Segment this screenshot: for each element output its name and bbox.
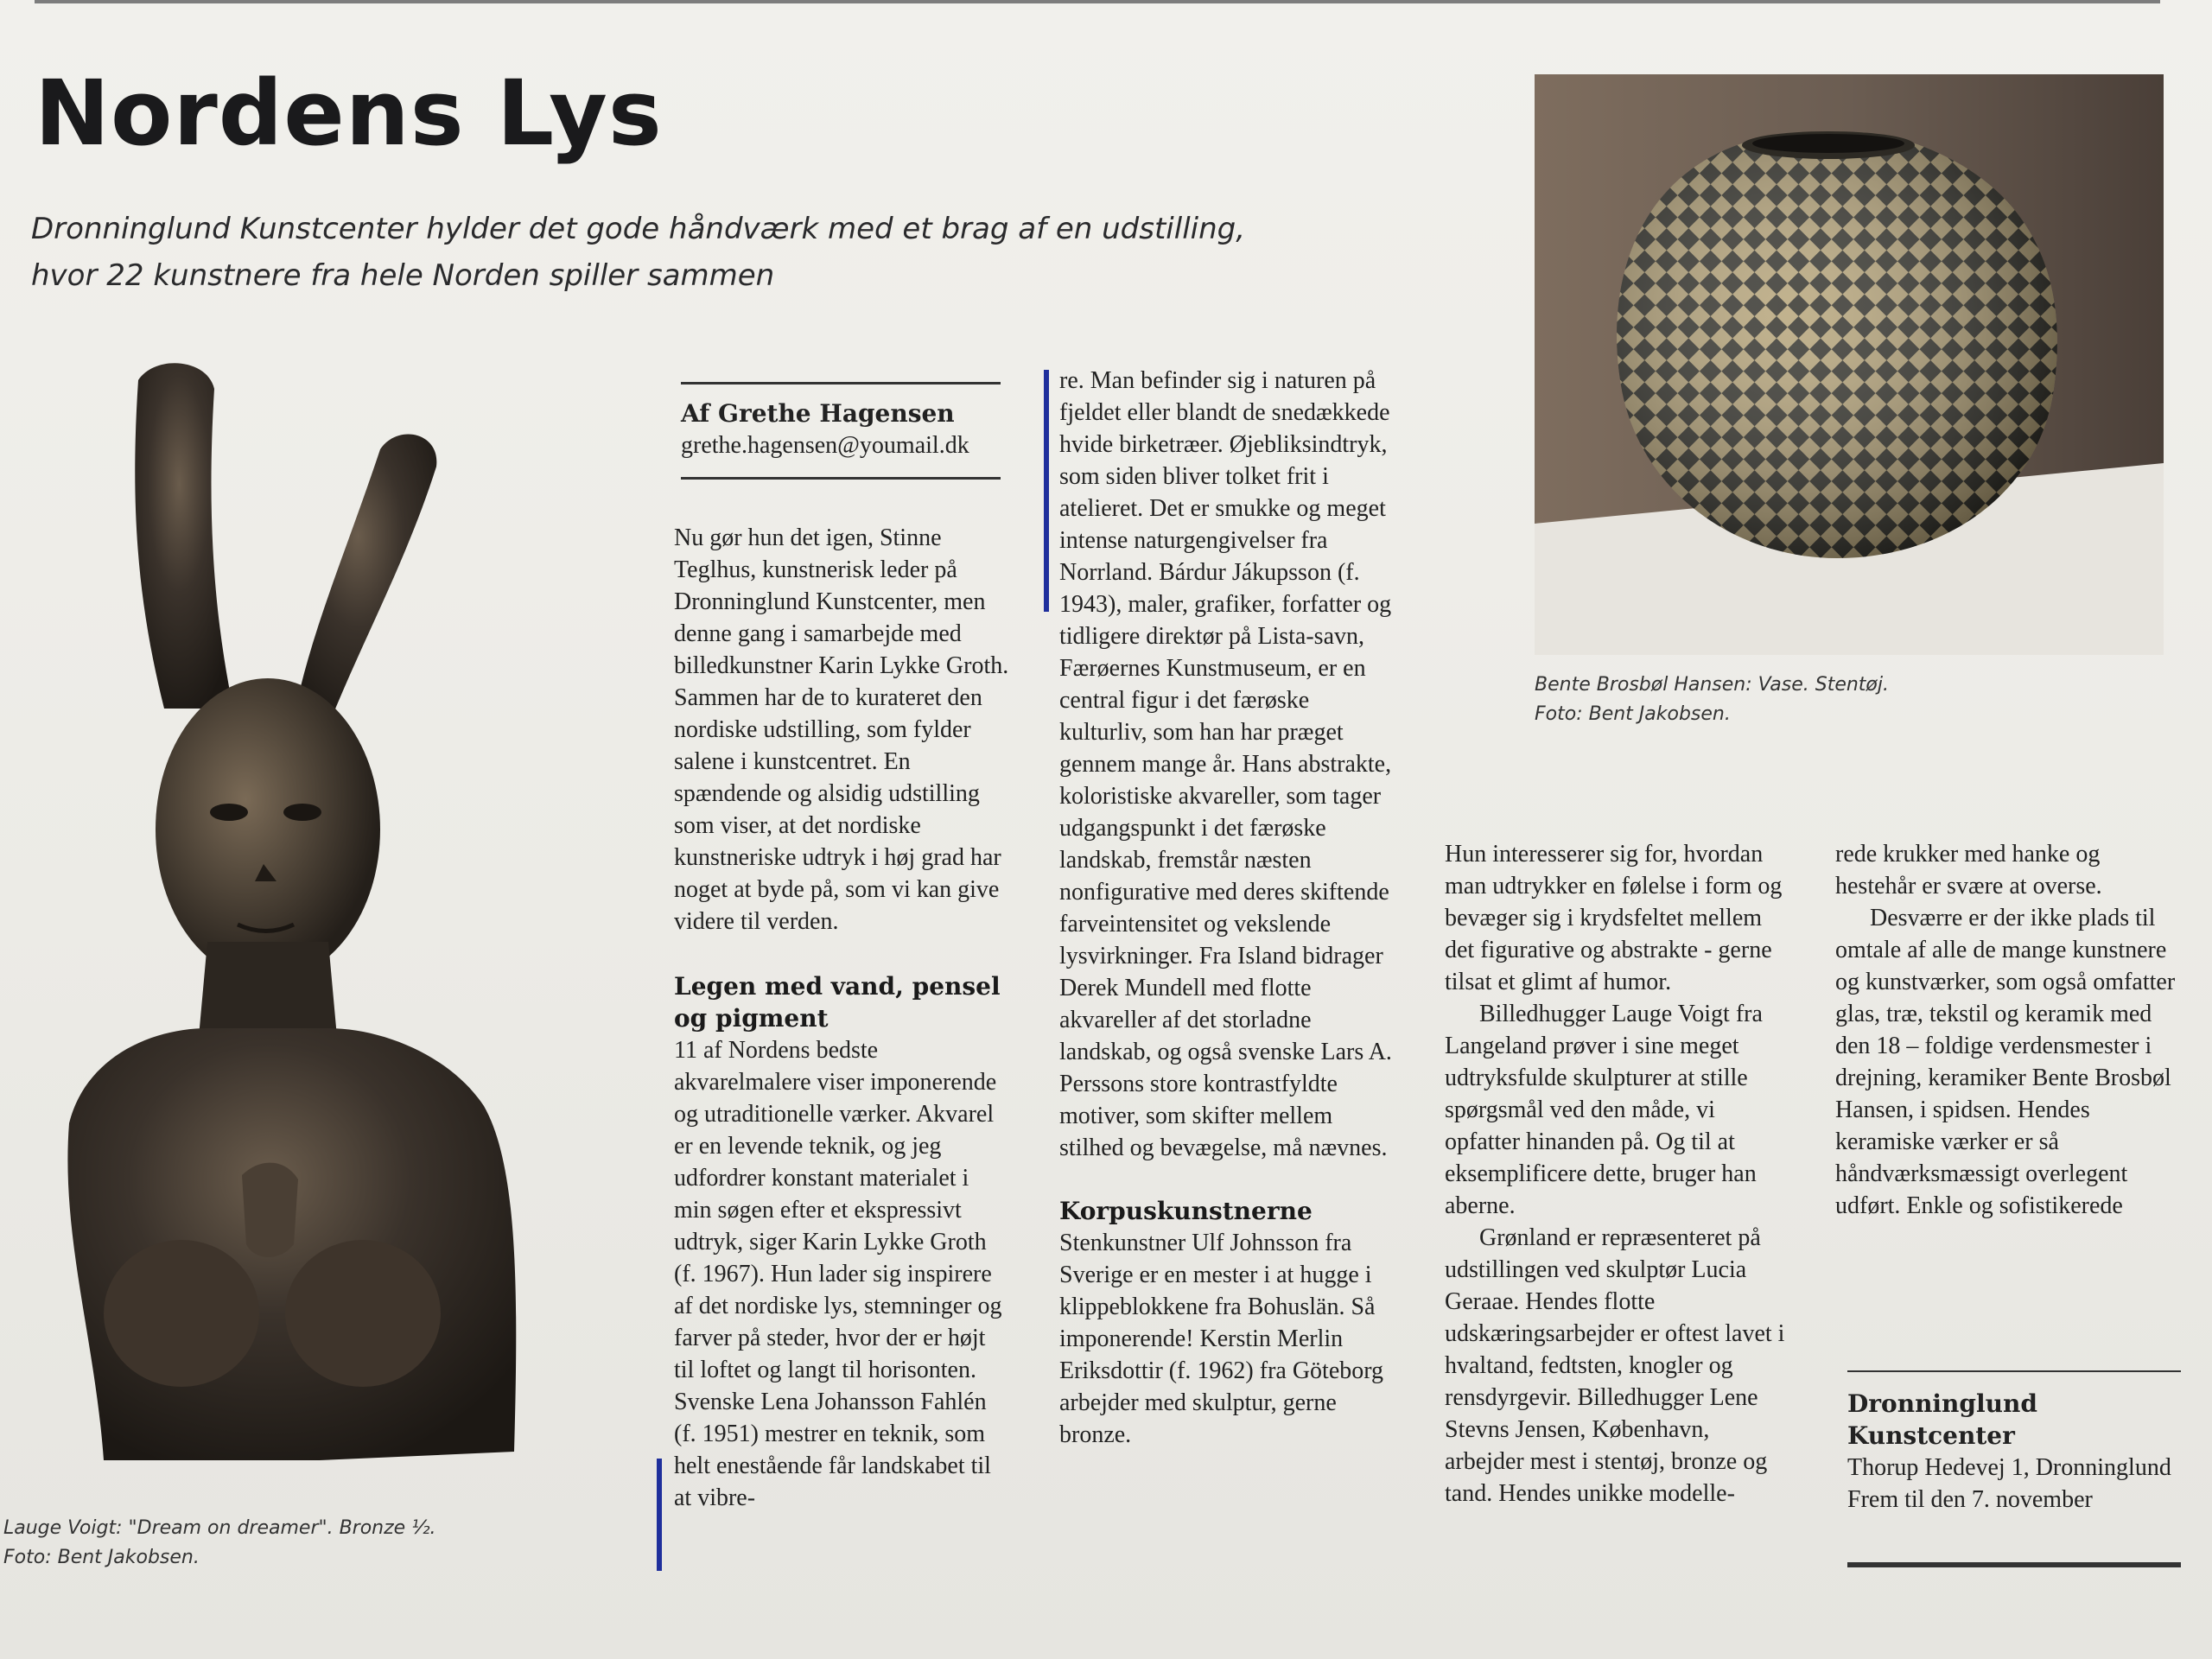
infobox-venue: Dronninglund Kunstcenter <box>1847 1389 2037 1450</box>
vase-photo <box>1535 74 2164 655</box>
infobox-rule-bottom <box>1847 1562 2181 1567</box>
subheading-sculptors: Korpuskunstnerne <box>1059 1197 1313 1225</box>
article-column-2 <box>1059 365 1392 1451</box>
article-column-3 <box>1445 838 1795 1510</box>
sculpture-caption-title: Lauge Voigt: "Dream on dreamer". Bronze ½. <box>3 1517 436 1539</box>
vase-caption-title: Bente Brosbøl Hansen: Vase. Stentøj. <box>1535 674 1889 696</box>
article-column-1 <box>674 522 1011 1514</box>
sculptors-paragraph: Stenkunstner Ulf Johnsson fra Sverige er en mester i at hugge i klippeblokkene fra Bohuslän. Så imponerende! Kerstin Merlin Eriksdottir (f. 1962) fra Göteborg arbejder med skulptur, gerne bronze. <box>1059 1230 1384 1448</box>
intro-paragraph: Nu gør hun det igen, Stinne Teglhus, kunstnerisk leder på Dronninglund Kunstcenter, men denne gang i samarbejde med billedkunstner Karin Lykke Groth. Sammen har de to kurateret den nordiske udstilling, som fylder salene i kunstcentret. En spændende og alsidig udstilling som viser, at det nordiske kunstneriske udtryk i høj grad har noget at byde på, som vi kan give videre til verden. <box>674 524 1009 935</box>
headline: Nordens Lys <box>35 60 663 166</box>
form-paragraph: Hun interesserer sig for, hvordan man udtrykker en følelse i form og bevæger sig i krydsfeltet mellem det figurative og abstrakte - gerne tilsat et glimt af humor. <box>1445 841 1783 995</box>
deck: Dronninglund Kunstcenter hylder det gode håndværk med et brag af en udstilling, hvor 22 kunstnere fra hele Norden spiller sammen <box>31 212 1246 293</box>
byline-email: grethe.hagensen@youmail.dk <box>681 432 969 459</box>
sculpture-photo <box>35 346 562 1486</box>
voigt-paragraph: Billedhugger Lauge Voigt fra Langeland prøver i sine meget udtryksfulde skulpturer at stille spørgsmål ved den måde, vi opfatter hinanden på. Og til at eksemplificere dette, bruger han aberne. <box>1445 1001 1763 1219</box>
nature-paragraph: re. Man befinder sig i naturen på fjeldet eller blandt de snedækkede hvide birketræer. Øjebliksindtryk, som siden bliver tolket frit i atelieret. Det er smukke og meget intense naturgengivelser fra Norrland. Bárdur Jákupsson (f. 1943), maler, grafiker, forfatter og tidligere direktør på Lista-savn, Færøernes Kunstmuseum, er en central figur i det færøske kulturliv, som han har præget gennem mange år. Hans abstrakte, koloristiske akvareller, som tager udgangspunkt i det færøske landskab, fremstår næsten nonfigurative med deres skiftende farveintensitet og vekslende lysvirkninger. Fra Island bidrager Derek Mundell med flotte akvareller af det storladne landskab, og også svenske Lars A. Perssons store kontrastfyldte motiver, som skifter mellem stilhed og bevægelse, må nævnes. <box>1059 367 1392 1161</box>
byline-author: Af Grethe Hagensen <box>681 399 955 428</box>
vase-caption <box>1535 671 2139 729</box>
greenland-paragraph: Grønland er repræsenteret på udstillingen ved skulptør Lucia Geraae. Hendes flotte udskæringsarbejder er oftest lavet i hvaltand, fedtsten, knogler og rensdyrgevir. Billedhugger Lene Stevns Jensen, København, arbejder mest i stentøj, bronze og tand. Hendes unikke modelle- <box>1445 1224 1785 1507</box>
sculpture-caption-credit: Foto: Bent Jakobsen. <box>3 1547 200 1568</box>
accent-bar <box>657 1459 662 1571</box>
infobox-dates: Frem til den 7. november <box>1847 1486 2093 1513</box>
article-column-4 <box>1835 838 2181 1222</box>
closing-paragraph: Desværre er der ikke plads til omtale af alle de mange kunstnere og kunstværker, som også omfatter glas, træ, tekstil og keramik med den 18 – foldige verdensmester i drejning, keramiker Bente Brosbøl Hansen, i spidsen. Hendes keramiske værker er så håndværksmæssigt overlegent udført. Enkle og sofistikerede <box>1835 905 2176 1219</box>
infobox-address: Thorup Hedevej 1, Dronninglund <box>1847 1454 2171 1481</box>
sculpture-caption <box>3 1514 556 1573</box>
byline-rule-top <box>681 382 1001 385</box>
subheading-watercolor: Legen med vand, pensel og pigment <box>674 972 1001 1033</box>
infobox-rule-top <box>1847 1370 2181 1372</box>
vase-caption-credit: Foto: Bent Jakobsen. <box>1535 703 1731 725</box>
top-rule <box>35 0 2160 3</box>
jars-paragraph: rede krukker med hanke og hestehår er svære at overse. <box>1835 841 2102 899</box>
byline <box>681 397 1009 461</box>
accent-bar <box>1044 370 1049 612</box>
exhibition-infobox <box>1847 1388 2181 1516</box>
byline-rule-bottom <box>681 477 1001 480</box>
watercolor-paragraph: 11 af Nordens bedste akvarelmalere viser imponerende og utraditionelle værker. Akvarel er en levende teknik, og jeg udfordrer konstant materialet i min søgen efter et ekspressivt udtryk, siger Karin Lykke Groth (f. 1967). Hun lader sig inspirere af det nordiske lys, stemninger og farver på steder, hvor der er højt til loftet og langt til horisonten. Svenske Lena Johansson Fahlén (f. 1951) mestrer en teknik, som helt enestående får landskabet til at vibre- <box>674 1037 1002 1511</box>
